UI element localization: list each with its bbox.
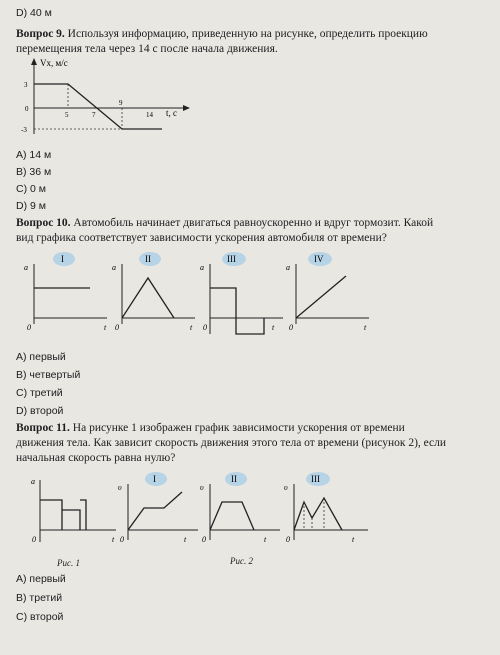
- q9-y-axis-label: Vx, м/с: [40, 58, 68, 68]
- q11-text-part: На рисунке 1 изображен график зависимости ускорения от времени: [69, 422, 405, 434]
- q9-velocity-line: [34, 84, 162, 129]
- q11-text-line2: движения тела. Как зависит скорость движения этого тела от времени (рисунок 2), если: [16, 437, 447, 449]
- q11-g3-origin: 0: [286, 535, 290, 544]
- q9-y-tick-3: 3: [24, 81, 28, 89]
- q10-graph-2: [110, 250, 200, 335]
- q10-text-line1: [16, 216, 433, 231]
- q11-fig1-x-label: t: [112, 535, 115, 544]
- q11-roman-3: III: [311, 474, 320, 484]
- q10-graph-4: [284, 250, 374, 335]
- q10-text-part: Автомобиль начинает двигаться равноускоренно и вдруг тормозит. Какой: [70, 217, 434, 229]
- q10-g4-line: [296, 276, 346, 318]
- q11-fig1-pulse-2: [80, 500, 86, 530]
- q11-g1-line: [128, 492, 182, 530]
- q11-g1-y-label: υ: [118, 483, 122, 492]
- q11-option-b[interactable]: B) третий: [16, 592, 63, 604]
- prev-option-d: D) 40 м: [16, 7, 52, 19]
- q10-label: Вопрос 10.: [16, 217, 71, 229]
- q9-text-line1: [16, 27, 428, 42]
- q10-g3-origin: 0: [203, 323, 207, 332]
- q10-g3-y-label: a: [200, 263, 204, 272]
- q9-x-arrow: [183, 105, 190, 111]
- q11-g1-origin: 0: [120, 535, 124, 544]
- q9-label: Вопрос 9.: [16, 28, 65, 40]
- q9-x-tick-7: 7: [92, 111, 96, 119]
- q11-roman-1: I: [153, 474, 156, 484]
- q10-g1-y-label: a: [24, 263, 28, 272]
- q10-g2-x-label: t: [190, 323, 193, 332]
- q11-fig1-caption: Рис. 1: [57, 558, 80, 568]
- q11-fig1-pulse-1: [40, 500, 62, 530]
- q11-fig2-graph-2: [198, 470, 284, 550]
- q10-g2-line: [122, 278, 174, 318]
- q9-x-tick-9: 9: [119, 99, 123, 107]
- q9-option-d[interactable]: D) 9 м: [16, 200, 46, 212]
- q10-graph-1: [22, 250, 112, 335]
- q10-roman-2: II: [145, 254, 151, 264]
- q10-g4-x-label: t: [364, 323, 367, 332]
- q11-g2-x-label: t: [264, 535, 267, 544]
- q9-option-b[interactable]: B) 36 м: [16, 166, 52, 178]
- q11-g3-x-label: t: [352, 535, 355, 544]
- q10-roman-3: III: [227, 254, 236, 264]
- q10-g3-line: [210, 288, 264, 334]
- q10-g4-y-label: a: [286, 263, 290, 272]
- q10-option-b[interactable]: B) четвертый: [16, 369, 81, 381]
- q10-text-line2: вид графика соответствует зависимости ускорения автомобиля от времени?: [16, 232, 387, 244]
- q11-g3-y-label: υ: [284, 483, 288, 492]
- q9-x-tick-14: 14: [146, 111, 153, 119]
- q11-label: Вопрос 11.: [16, 422, 70, 434]
- q9-option-c[interactable]: C) 0 м: [16, 183, 46, 195]
- q11-text-line1: [16, 421, 405, 436]
- q10-roman-1: I: [61, 254, 64, 264]
- q9-text-line2: перемещения тела через 14 с после начала движения.: [16, 43, 278, 55]
- q10-g1-x-label: t: [104, 323, 107, 332]
- q11-option-c[interactable]: C) второй: [16, 611, 64, 623]
- q10-option-c[interactable]: C) третий: [16, 387, 63, 399]
- q9-option-a[interactable]: A) 14 м: [16, 149, 52, 161]
- q9-velocity-graph: [20, 58, 210, 138]
- q10-g1-origin: 0: [27, 323, 31, 332]
- q11-fig2-graph-1: [116, 470, 202, 550]
- q9-x-axis-label: t, c: [166, 108, 177, 118]
- q10-g4-origin: 0: [289, 323, 293, 332]
- q10-badge-1: [53, 252, 75, 266]
- q11-fig1-y-label: a: [31, 477, 35, 486]
- q9-y-tick-0: 0: [25, 105, 29, 113]
- q11-g1-x-label: t: [184, 535, 187, 544]
- q10-option-a[interactable]: A) первый: [16, 351, 66, 363]
- q11-g2-y-label: υ: [200, 483, 204, 492]
- q11-fig2-caption: Рис. 2: [230, 556, 253, 566]
- q10-g2-origin: 0: [115, 323, 119, 332]
- q9-y-arrow: [31, 58, 37, 65]
- q11-fig1-origin: 0: [32, 535, 36, 544]
- q10-graph-3: [198, 250, 288, 340]
- q10-option-d[interactable]: D) второй: [16, 405, 64, 417]
- q11-fig1-step: [62, 510, 80, 530]
- q10-g2-y-label: a: [112, 263, 116, 272]
- q11-g3-line: [294, 498, 342, 530]
- q11-text-line3: начальная скорость равна нулю?: [16, 452, 176, 464]
- q11-option-a[interactable]: A) первый: [16, 573, 66, 585]
- q9-text-part: Используя информацию, приведенную на рисунке, определить проекцию: [64, 28, 428, 40]
- q10-roman-4: IV: [314, 254, 324, 264]
- q11-g2-line: [210, 502, 254, 530]
- q11-roman-2: II: [231, 474, 237, 484]
- q9-x-tick-5: 5: [65, 111, 69, 119]
- q11-g2-origin: 0: [202, 535, 206, 544]
- q10-g3-x-label: t: [272, 323, 275, 332]
- q11-badge-1: [145, 472, 167, 486]
- q11-fig2-graph-3: [282, 470, 372, 550]
- q11-fig1-graph: [28, 474, 120, 550]
- q9-y-tick-minus3: -3: [21, 126, 27, 134]
